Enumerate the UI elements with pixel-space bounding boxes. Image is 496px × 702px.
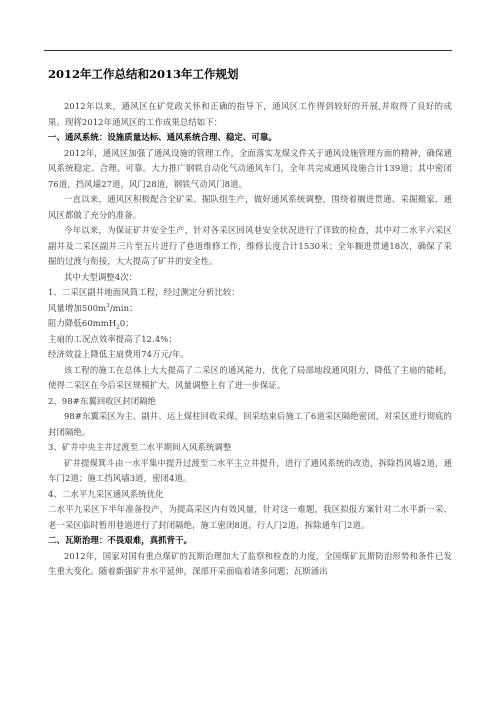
list-item-heading: 4、二水平九采区通风系统优化 [48,488,164,499]
section1-paragraph: 2012年，通风区加强了通风设施的管理工作，全面落实龙煤文件关于通风设施管理方面的精神，确保通风系统稳定、合理、可靠。大力推广钢铁自动化气动通风车门，全年共完成通风设施合计139道；其中密闭76道，挡风墙27道，风门28道，钢铁气动风门8道。 [48,147,452,189]
list-item-description: 98#东翼采区为主、副井、运上煤柱回收采煤，回采结束后施工了6道采区隔绝密闭，对采区进行彻底的封闭隔绝。 [48,411,452,437]
measurement-line: 经济效益上降低主扇费用74万元/年。 [48,349,189,359]
document-title: 2012年工作总结和2013年工作规划 [48,67,239,81]
list-item-heading: 2、98#东翼回收区封闭隔绝 [48,395,157,406]
measurement-line: 风量增加$500m^3/\min$； [48,302,138,313]
section1-heading: 一、通风系统：设施质量达标、通风系统合理、稳定、可靠。 [48,132,277,142]
list-item-description: 二水平九采区下半年准备投产，为提高采区内有效风量，针对这一难题，我区拟报方案针对二水平新一采、老一采区临时暂用巷道进行了封闭隔绝，施工密闭8道，行人门2道，拆除通车门2道。 [48,504,452,530]
section1-paragraph: 今年以来，为保证矿井安全生产，针对各采区回风巷安全状况进行了详致的检查，其中对二水平六采区副井及二采区副井三片至五片进行了巷道维修工作，维修长度合计1530米；全年搁进贯通18次，确保了采掘的过渡与衔接，大大提高了矿井的安全性。 [48,225,452,266]
list-item-heading: 1、二采区副井地面风筒工程，经过测定分析比较： [48,287,240,297]
section1-paragraph: 一直以来，通风区积极配合全矿采、掘队组生产，做好通风系统调整，围绕着搁进贯通、采掘搬家，通风区都做了充分的准备。 [48,194,452,220]
intro-paragraph: 2012年以来，通风区在矿党政关怀和正确的指导下，通风区工作得到较好的开展,并取得了良好的成果。现将2012年通风区的工作成果总结如下： [48,101,452,127]
measurement-line: 阻力降低60mmH$_2$0； [48,318,134,331]
header-rule [44,50,452,51]
list-item-description: 该工程的施工在总体上大大提高了二采区的通风能力，优化了局部地段通风阻力，降低了主扇的能耗，使得二采区在今后采区规模扩大，风量调整上有了进一步保证。 [48,364,452,390]
section1-paragraph: 其中大型调整4次： [64,271,138,282]
measurement-line: 主扇的工况点效率提高了12.4%； [48,333,177,344]
list-item-heading: 3、矿井中央主井过渡至二水平期间入风系统调整 [48,442,232,452]
list-item-description: 矿井提煤箕斗由一水平集中提升过渡至二水平主立井提升，进行了通风系统的改造，拆除挡风墙2道，通车门2道；施工挡风墙3道，密闭4道。 [48,457,452,483]
section2-heading: 二、瓦斯治理：不畏艰难，真抓背干。 [48,535,193,545]
document-body [48,99,452,580]
section2-paragraph: 2012年，国家对国有重点煤矿的瓦斯治理加大了监察和检查的力度，全国煤矿瓦斯防治形势和条件已发生重大变化。随着新强矿井水平延伸，深部开采面临着诸多问题；瓦斯涌出 [48,550,452,576]
